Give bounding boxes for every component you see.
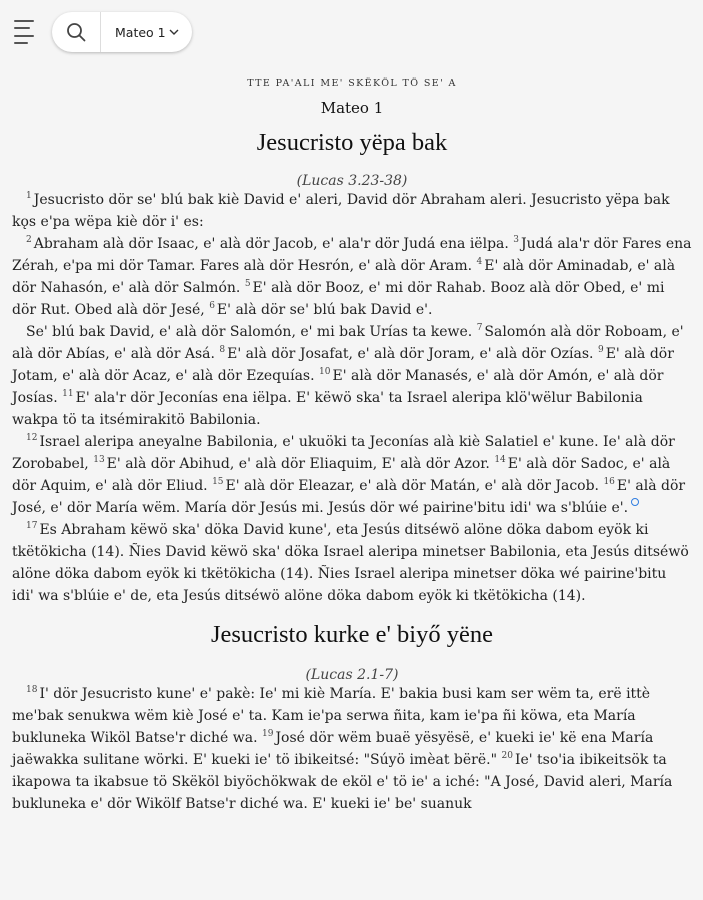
verse-paragraph [12,189,692,233]
chapter-selector-button[interactable] [101,12,192,52]
verse-text: I' dör Jesucristo kune' e' pakè: Ie' mi kiè María. E' bakia busi kam ser wëm ta, erë ittè me'bak senukwa wëm kiè José e' ta. Kam ie'pa serwa ñita, kam ie'pa ñi köwa, eta María bukluneka Wiköl Batse'r diché wa. [12,686,651,746]
verse-paragraph [12,321,692,431]
verse-number[interactable]: 5 [244,279,251,290]
verse-number[interactable]: 10 [319,367,331,378]
verse-number[interactable]: 3 [513,235,520,246]
verse-paragraph [12,431,692,519]
verse-text: E' alà dör Manasés, e' alà dör Amón, e' alà dör Josías. [12,368,664,406]
verse-text: Se' blú bak David, e' alà dör Salomón, e' mi bak Urías ta kewe. [26,324,477,340]
verse-number[interactable]: 12 [26,433,38,444]
verse-text: E' alà dör se' blú bak David e'. [216,302,433,318]
section-heading: Jesucristo kurke e' biyő yëne [210,621,493,648]
scripture-content [12,70,692,815]
verse-text: E' alà dör Jotam, e' alà dör Acaz, e' alà dör Ezequías. [12,346,674,384]
verse-number[interactable]: 9 [597,345,604,356]
verse-text: E' alà dör José, e' dör María wëm. María dör Jesús mi. Jesús dör wé pairine'bitu idi' wa s'blúie e'. [12,478,686,516]
book-title: TTE PA'ALI ME' SKËKÖL TÖ SE' A [247,78,457,89]
verse-number[interactable]: 13 [93,455,105,466]
verse-text: E' alà dör Eleazar, e' alà dör Matán, e' alà dör Jacob. [225,478,604,494]
verse-text: Salomón alà dör Roboam, e' alà dör Abías, e' alà dör Asá. [12,324,684,362]
verse-text: E' alà dör Aminadab, e' alà dör Nahasón, e' alà dör Salmón. [12,258,676,296]
verse-number[interactable]: 20 [501,751,513,762]
cross-reference[interactable]: (Lucas 3.23-38) [296,173,408,189]
search-icon [66,22,86,42]
verse-text: Es Abraham këwö ska' döka David kune', eta Jesús ditséwö alöne döka dabom eyök ki tkëtökicha (14). Ñies David këwö ska' döka Israel aleripa minetser Babilonia, eta Jesús ditséwö alöne döka dabom eyök ki tkëtökicha (14). Ñies Israel aleripa minetser döka wé pairine'bitu idi' wa s'blúie e' de, eta Jesús ditséwö alöne döka dabom eyök ki tkëtökicha (14). [12,522,689,604]
verse-number[interactable]: 1 [26,191,32,202]
verse-number[interactable]: 2 [26,235,32,246]
sections-container [12,129,692,815]
chapter-label: Mateo 1 [320,99,384,117]
verse-paragraph [12,233,692,321]
verse-number[interactable]: 6 [209,301,215,312]
verse-number[interactable]: 19 [261,729,274,740]
verse-text: Ie' tso'ia ibikeitsök ta ikapowa ta ikabsue tö Skëköl biyöchökwak de eköl e' tö ie' a iché: "A José, David aleri, María bukluneka e' dör Wikölf Batse'r diché wa. E' kueki ie' be' suanuk [12,752,673,812]
verse-text: E' alà dör Josafat, e' alà dör Joram, e' alà dör Ozías. [227,346,598,362]
footnote-marker-icon[interactable] [631,498,639,506]
verse-text: Abraham alà dör Isaac, e' alà dör Jacob, e' ala'r dör Judá ena iëlpa. [33,236,514,252]
menu-icon[interactable] [14,20,38,44]
verse-text: E' alà dör Sadoc, e' alà dör Aquim, e' alà dör Eliud. [12,456,671,494]
verse-paragraph [12,519,692,607]
verse-number[interactable]: 17 [26,521,38,532]
section-heading: Jesucristo yëpa bak [256,129,448,156]
top-toolbar [0,0,703,64]
verse-number[interactable]: 7 [476,323,483,334]
verse-text: E' ala'r dör Jeconías ena iëlpa. E' këwö ska' ta Israel aleripa klö'wëlur Babilonia wakpa tö ta itsémirakitö Babilonia. [12,390,643,428]
navigation-pill [52,12,192,52]
verse-text: José dör wëm buaë yësyësë, e' kueki ie' kë ena María jaëwakka sulitane wörki. E' kueki ie' tö ibikeitsé: "Súyö imèat bërë." [12,730,654,768]
verse-number[interactable]: 8 [219,345,226,356]
search-button[interactable] [52,12,101,52]
verse-number[interactable]: 11 [62,389,74,400]
verse-text: E' alà dör Abihud, e' alà dör Eliaquim, E' alà dör Azor. [106,456,495,472]
verse-text: Judá ala'r dör Fares ena Zérah, e'pa mi dör Tamar. Fares alà dör Hesrón, e' alà dör Aram. [12,236,692,274]
cross-reference[interactable]: (Lucas 2.1-7) [305,667,399,683]
verse-number[interactable]: 16 [603,477,615,488]
verse-number[interactable]: 15 [212,477,224,488]
verse-text: Israel aleripa aneyalne Babilonia, e' ukuöki ta Jeconías alà kiè Salatiel e' kune. Ie' alà dör Zorobabel, [12,434,675,472]
verse-text: E' alà dör Booz, e' mi dör Rahab. Booz alà dör Obed, e' mi dör Rut. Obed alà dör Jesé, [12,280,665,318]
verse-paragraph [12,683,692,815]
verse-number[interactable]: 18 [26,685,38,696]
verse-number[interactable]: 14 [494,455,506,466]
verse-number[interactable]: 4 [476,257,483,268]
chapter-selector-label: Mateo 1 [115,24,166,40]
verse-text: Jesucristo dör se' blú bak kiè David e' aleri, David dör Abraham aleri. Jesucristo yëpa bak kǫs e'pa wëpa kiè dör i' es: [12,192,670,230]
chevron-down-icon [168,26,180,38]
